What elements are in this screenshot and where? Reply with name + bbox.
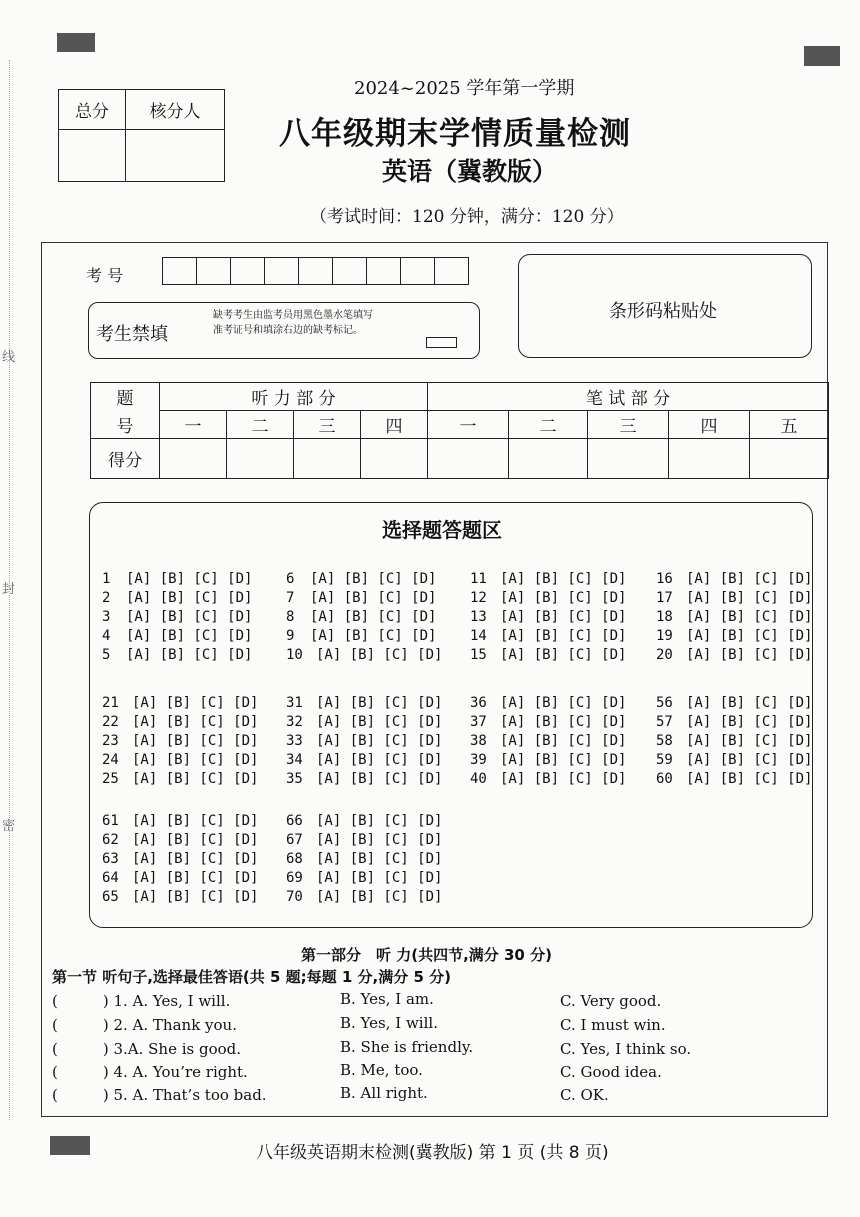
exam-number-digit[interactable]: [435, 258, 469, 285]
listening-part-1: 一: [160, 411, 227, 439]
option-bubbles[interactable]: [A] [B] [C] [D]: [132, 733, 259, 749]
option-bubbles[interactable]: [A] [B] [C] [D]: [132, 714, 259, 730]
question-number: 39: [470, 752, 487, 768]
answer-row-36[interactable]: [470, 695, 626, 711]
question-1-option-b: B. Yes, I am.: [340, 990, 434, 1008]
question-number: 57: [656, 714, 673, 730]
question-number: 23: [102, 733, 119, 749]
answer-row-64[interactable]: [102, 870, 258, 886]
question-number: 8: [286, 609, 295, 625]
answer-area-title: 选择题答题区: [382, 518, 502, 542]
question-4-option-b: B. Me, too.: [340, 1061, 423, 1079]
question-number: 35: [286, 771, 303, 787]
option-bubbles[interactable]: [A] [B] [C] [D]: [132, 832, 259, 848]
score-cell[interactable]: [361, 439, 428, 479]
answer-row-70[interactable]: [286, 889, 442, 905]
answer-row-58[interactable]: [656, 733, 812, 749]
option-bubbles[interactable]: [A] [B] [C] [D]: [310, 628, 437, 644]
answer-row-11[interactable]: [470, 571, 626, 587]
row-label-mid: 号: [91, 411, 160, 439]
option-bubbles[interactable]: [A] [B] [C] [D]: [132, 870, 259, 886]
exam-number-digit[interactable]: [231, 258, 265, 285]
registration-mark-top-left: [57, 33, 95, 52]
question-number: 13: [470, 609, 487, 625]
question-number: 22: [102, 714, 119, 730]
option-bubbles[interactable]: [A] [B] [C] [D]: [126, 571, 253, 587]
exam-title: 八年级期末学情质量检测: [279, 116, 631, 152]
question-number: 58: [656, 733, 673, 749]
option-bubbles[interactable]: [A] [B] [C] [D]: [316, 813, 443, 829]
question-number: 33: [286, 733, 303, 749]
option-bubbles[interactable]: [A] [B] [C] [D]: [500, 647, 627, 663]
answer-row-56[interactable]: [656, 695, 812, 711]
total-score-cell[interactable]: [59, 130, 126, 182]
option-bubbles[interactable]: [A] [B] [C] [D]: [686, 771, 813, 787]
exam-number-boxes[interactable]: [162, 257, 469, 285]
option-bubbles[interactable]: [A] [B] [C] [D]: [686, 609, 813, 625]
answer-area: [89, 502, 813, 928]
listening-header: 听 力 部 分: [160, 383, 428, 411]
exam-number-digit[interactable]: [299, 258, 333, 285]
answer-row-22[interactable]: [102, 714, 258, 730]
question-number: 20: [656, 647, 673, 663]
question-number: 15: [470, 647, 487, 663]
answer-row-39[interactable]: [470, 752, 626, 768]
score-row-label: 得分: [91, 439, 160, 479]
question-number: 17: [656, 590, 673, 606]
answer-row-2[interactable]: [102, 590, 252, 606]
answer-row-18[interactable]: [656, 609, 812, 625]
answer-row-35[interactable]: [286, 771, 442, 787]
answer-row-4[interactable]: [102, 628, 252, 644]
question-1-option-c: C. Very good.: [560, 992, 662, 1010]
listening-part-2: 二: [227, 411, 294, 439]
answer-row-9[interactable]: [286, 628, 436, 644]
option-bubbles[interactable]: [A] [B] [C] [D]: [686, 590, 813, 606]
answer-row-12[interactable]: [470, 590, 626, 606]
answer-row-1[interactable]: [102, 571, 252, 587]
answer-row-6[interactable]: [286, 571, 436, 587]
option-bubbles[interactable]: [A] [B] [C] [D]: [316, 851, 443, 867]
question-5-stem: ( ) 5. A. That’s too bad.: [52, 1086, 267, 1104]
barcode-label: 条形码粘贴处: [609, 301, 717, 322]
question-number: 60: [656, 771, 673, 787]
writing-header: 笔 试 部 分: [428, 383, 829, 411]
question-number: 18: [656, 609, 673, 625]
option-bubbles[interactable]: [A] [B] [C] [D]: [132, 889, 259, 905]
option-bubbles[interactable]: [A] [B] [C] [D]: [132, 752, 259, 768]
question-number: 7: [286, 590, 295, 606]
question-number: 66: [286, 813, 303, 829]
question-number: 64: [102, 870, 119, 886]
question-number: 3: [102, 609, 111, 625]
question-number: 61: [102, 813, 119, 829]
option-bubbles[interactable]: [A] [B] [C] [D]: [500, 571, 627, 587]
question-2-stem: ( ) 2. A. Thank you.: [52, 1016, 237, 1034]
question-number: 5: [102, 647, 111, 663]
option-bubbles[interactable]: [A] [B] [C] [D]: [686, 647, 813, 663]
answer-row-13[interactable]: [470, 609, 626, 625]
question-3-option-c: C. Yes, I think so.: [560, 1040, 692, 1058]
answer-row-69[interactable]: [286, 870, 442, 886]
answer-row-68[interactable]: [286, 851, 442, 867]
question-number: 32: [286, 714, 303, 730]
term-label: 2024~2025 学年第一学期: [354, 78, 575, 99]
exam-number-label: 考 号: [86, 266, 124, 285]
barcode-area: [518, 254, 812, 358]
question-3-option-b: B. She is friendly.: [340, 1038, 474, 1056]
option-bubbles[interactable]: [A] [B] [C] [D]: [500, 590, 627, 606]
option-bubbles[interactable]: [A] [B] [C] [D]: [500, 628, 627, 644]
answer-row-20[interactable]: [656, 647, 812, 663]
answer-row-19[interactable]: [656, 628, 812, 644]
option-bubbles[interactable]: [A] [B] [C] [D]: [500, 752, 627, 768]
question-number: 67: [286, 832, 303, 848]
answer-row-10[interactable]: [286, 647, 442, 663]
answer-row-60[interactable]: [656, 771, 812, 787]
answer-row-17[interactable]: [656, 590, 812, 606]
writing-part-3: 三: [588, 411, 669, 439]
question-number: 9: [286, 628, 295, 644]
option-bubbles[interactable]: [A] [B] [C] [D]: [132, 695, 259, 711]
question-1-stem: ( ) 1. A. Yes, I will.: [52, 992, 231, 1010]
answer-row-14[interactable]: [470, 628, 626, 644]
score-cell[interactable]: [509, 439, 588, 479]
option-bubbles[interactable]: [A] [B] [C] [D]: [132, 851, 259, 867]
answer-row-7[interactable]: [286, 590, 436, 606]
answer-row-31[interactable]: [286, 695, 442, 711]
listening-part-3: 三: [294, 411, 361, 439]
question-number: 38: [470, 733, 487, 749]
checker-cell[interactable]: [126, 130, 225, 182]
exam-number-digit[interactable]: [401, 258, 435, 285]
option-bubbles[interactable]: [A] [B] [C] [D]: [686, 752, 813, 768]
question-number: 37: [470, 714, 487, 730]
question-number: 6: [286, 571, 295, 587]
question-number: 4: [102, 628, 111, 644]
answer-row-67[interactable]: [286, 832, 442, 848]
question-number: 11: [470, 571, 487, 587]
registration-mark-bottom-left: [50, 1136, 90, 1155]
option-bubbles[interactable]: [A] [B] [C] [D]: [500, 771, 627, 787]
answer-row-34[interactable]: [286, 752, 442, 768]
option-bubbles[interactable]: [A] [B] [C] [D]: [316, 870, 443, 886]
option-bubbles[interactable]: [A] [B] [C] [D]: [126, 590, 253, 606]
exam-number-digit[interactable]: [333, 258, 367, 285]
question-5-option-b: B. All right.: [340, 1084, 428, 1102]
exam-number-digit[interactable]: [163, 258, 197, 285]
question-number: 25: [102, 771, 119, 787]
question-number: 59: [656, 752, 673, 768]
option-bubbles[interactable]: [A] [B] [C] [D]: [686, 714, 813, 730]
side-char-seal: 封: [2, 582, 16, 597]
option-bubbles[interactable]: [A] [B] [C] [D]: [316, 771, 443, 787]
question-number: 31: [286, 695, 303, 711]
answer-row-21[interactable]: [102, 695, 258, 711]
answer-row-40[interactable]: [470, 771, 626, 787]
option-bubbles[interactable]: [A] [B] [C] [D]: [500, 609, 627, 625]
question-3-stem: ( ) 3.A. She is good.: [52, 1040, 242, 1058]
writing-part-2: 二: [509, 411, 588, 439]
option-bubbles[interactable]: [A] [B] [C] [D]: [316, 714, 443, 730]
answer-row-23[interactable]: [102, 733, 258, 749]
total-score-box: [58, 89, 225, 182]
question-number: 10: [286, 647, 303, 663]
option-bubbles[interactable]: [A] [B] [C] [D]: [686, 571, 813, 587]
question-number: 70: [286, 889, 303, 905]
registration-mark-top-right: [804, 46, 840, 66]
option-bubbles[interactable]: [A] [B] [C] [D]: [686, 695, 813, 711]
score-cell[interactable]: [227, 439, 294, 479]
answer-row-8[interactable]: [286, 609, 436, 625]
score-cell[interactable]: [428, 439, 509, 479]
question-number: 56: [656, 695, 673, 711]
total-score-label: 总分: [59, 90, 126, 130]
question-number: 14: [470, 628, 487, 644]
question-number: 1: [102, 571, 111, 587]
score-cell[interactable]: [669, 439, 750, 479]
subject-title: 英语（冀教版）: [382, 157, 558, 186]
side-char-line: 线: [2, 350, 16, 365]
answer-row-15[interactable]: [470, 647, 626, 663]
absent-mark-box[interactable]: [426, 337, 457, 348]
answer-row-66[interactable]: [286, 813, 442, 829]
answer-row-61[interactable]: [102, 813, 258, 829]
question-number: 12: [470, 590, 487, 606]
question-number: 68: [286, 851, 303, 867]
question-number: 40: [470, 771, 487, 787]
writing-part-4: 四: [669, 411, 750, 439]
score-cell[interactable]: [750, 439, 829, 479]
option-bubbles[interactable]: [A] [B] [C] [D]: [126, 609, 253, 625]
option-bubbles[interactable]: [A] [B] [C] [D]: [310, 590, 437, 606]
writing-part-1: 一: [428, 411, 509, 439]
question-number: 65: [102, 889, 119, 905]
answer-row-24[interactable]: [102, 752, 258, 768]
row-label-top: 题: [91, 383, 160, 411]
answer-row-37[interactable]: [470, 714, 626, 730]
question-number: 69: [286, 870, 303, 886]
score-cell[interactable]: [160, 439, 227, 479]
exam-time-info: （考试时间：120 分钟，满分：120 分）: [310, 207, 624, 227]
option-bubbles[interactable]: [A] [B] [C] [D]: [316, 752, 443, 768]
answer-row-3[interactable]: [102, 609, 252, 625]
side-char-secret: 密: [2, 819, 16, 834]
option-bubbles[interactable]: [A] [B] [C] [D]: [132, 771, 259, 787]
option-bubbles[interactable]: [A] [B] [C] [D]: [500, 714, 627, 730]
section1-heading: 第一节 听句子,选择最佳答语(共 5 题;每题 1 分,满分 5 分): [52, 968, 451, 986]
question-number: 21: [102, 695, 119, 711]
score-cell[interactable]: [588, 439, 669, 479]
exam-number-digit[interactable]: [367, 258, 401, 285]
listening-part-4: 四: [361, 411, 428, 439]
question-number: 2: [102, 590, 111, 606]
question-number: 36: [470, 695, 487, 711]
question-number: 24: [102, 752, 119, 768]
answer-row-25[interactable]: [102, 771, 258, 787]
answer-row-62[interactable]: [102, 832, 258, 848]
question-4-stem: ( ) 4. A. You’re right.: [52, 1063, 248, 1081]
option-bubbles[interactable]: [A] [B] [C] [D]: [500, 695, 627, 711]
option-bubbles[interactable]: [A] [B] [C] [D]: [316, 832, 443, 848]
exam-number-digit[interactable]: [197, 258, 231, 285]
option-bubbles[interactable]: [A] [B] [C] [D]: [310, 571, 437, 587]
option-bubbles[interactable]: [A] [B] [C] [D]: [126, 628, 253, 644]
part1-heading: 第一部分 听 力(共四节,满分 30 分): [301, 946, 552, 964]
absent-label: 考生禁填: [96, 324, 168, 345]
question-number: 34: [286, 752, 303, 768]
answer-row-5[interactable]: [102, 647, 252, 663]
answer-row-65[interactable]: [102, 889, 258, 905]
question-4-option-c: C. Good idea.: [560, 1063, 662, 1081]
absent-note: 缺考考生由监考员用黑色墨水笔填写准考证号和填涂右边的缺考标记。: [213, 310, 373, 336]
exam-number-digit[interactable]: [265, 258, 299, 285]
question-number: 63: [102, 851, 119, 867]
question-5-option-c: C. OK.: [560, 1086, 609, 1104]
question-number: 62: [102, 832, 119, 848]
answer-row-63[interactable]: [102, 851, 258, 867]
option-bubbles[interactable]: [A] [B] [C] [D]: [316, 889, 443, 905]
answer-row-32[interactable]: [286, 714, 442, 730]
question-2-option-c: C. I must win.: [560, 1016, 666, 1034]
answer-row-33[interactable]: [286, 733, 442, 749]
option-bubbles[interactable]: [A] [B] [C] [D]: [132, 813, 259, 829]
option-bubbles[interactable]: [A] [B] [C] [D]: [316, 733, 443, 749]
option-bubbles[interactable]: [A] [B] [C] [D]: [500, 733, 627, 749]
section-score-table: [90, 382, 829, 479]
answer-row-59[interactable]: [656, 752, 812, 768]
option-bubbles[interactable]: [A] [B] [C] [D]: [310, 609, 437, 625]
question-number: 19: [656, 628, 673, 644]
question-number: 16: [656, 571, 673, 587]
option-bubbles[interactable]: [A] [B] [C] [D]: [686, 628, 813, 644]
answer-row-16[interactable]: [656, 571, 812, 587]
option-bubbles[interactable]: [A] [B] [C] [D]: [686, 733, 813, 749]
answer-row-38[interactable]: [470, 733, 626, 749]
option-bubbles[interactable]: [A] [B] [C] [D]: [126, 647, 253, 663]
page-footer: 八年级英语期末检测(冀教版) 第 1 页 (共 8 页): [256, 1143, 609, 1163]
writing-part-5: 五: [750, 411, 829, 439]
question-2-option-b: B. Yes, I will.: [340, 1014, 438, 1032]
option-bubbles[interactable]: [A] [B] [C] [D]: [316, 647, 443, 663]
checker-label: 核分人: [126, 90, 225, 130]
option-bubbles[interactable]: [A] [B] [C] [D]: [316, 695, 443, 711]
absent-box: [88, 302, 480, 359]
answer-row-57[interactable]: [656, 714, 812, 730]
score-cell[interactable]: [294, 439, 361, 479]
